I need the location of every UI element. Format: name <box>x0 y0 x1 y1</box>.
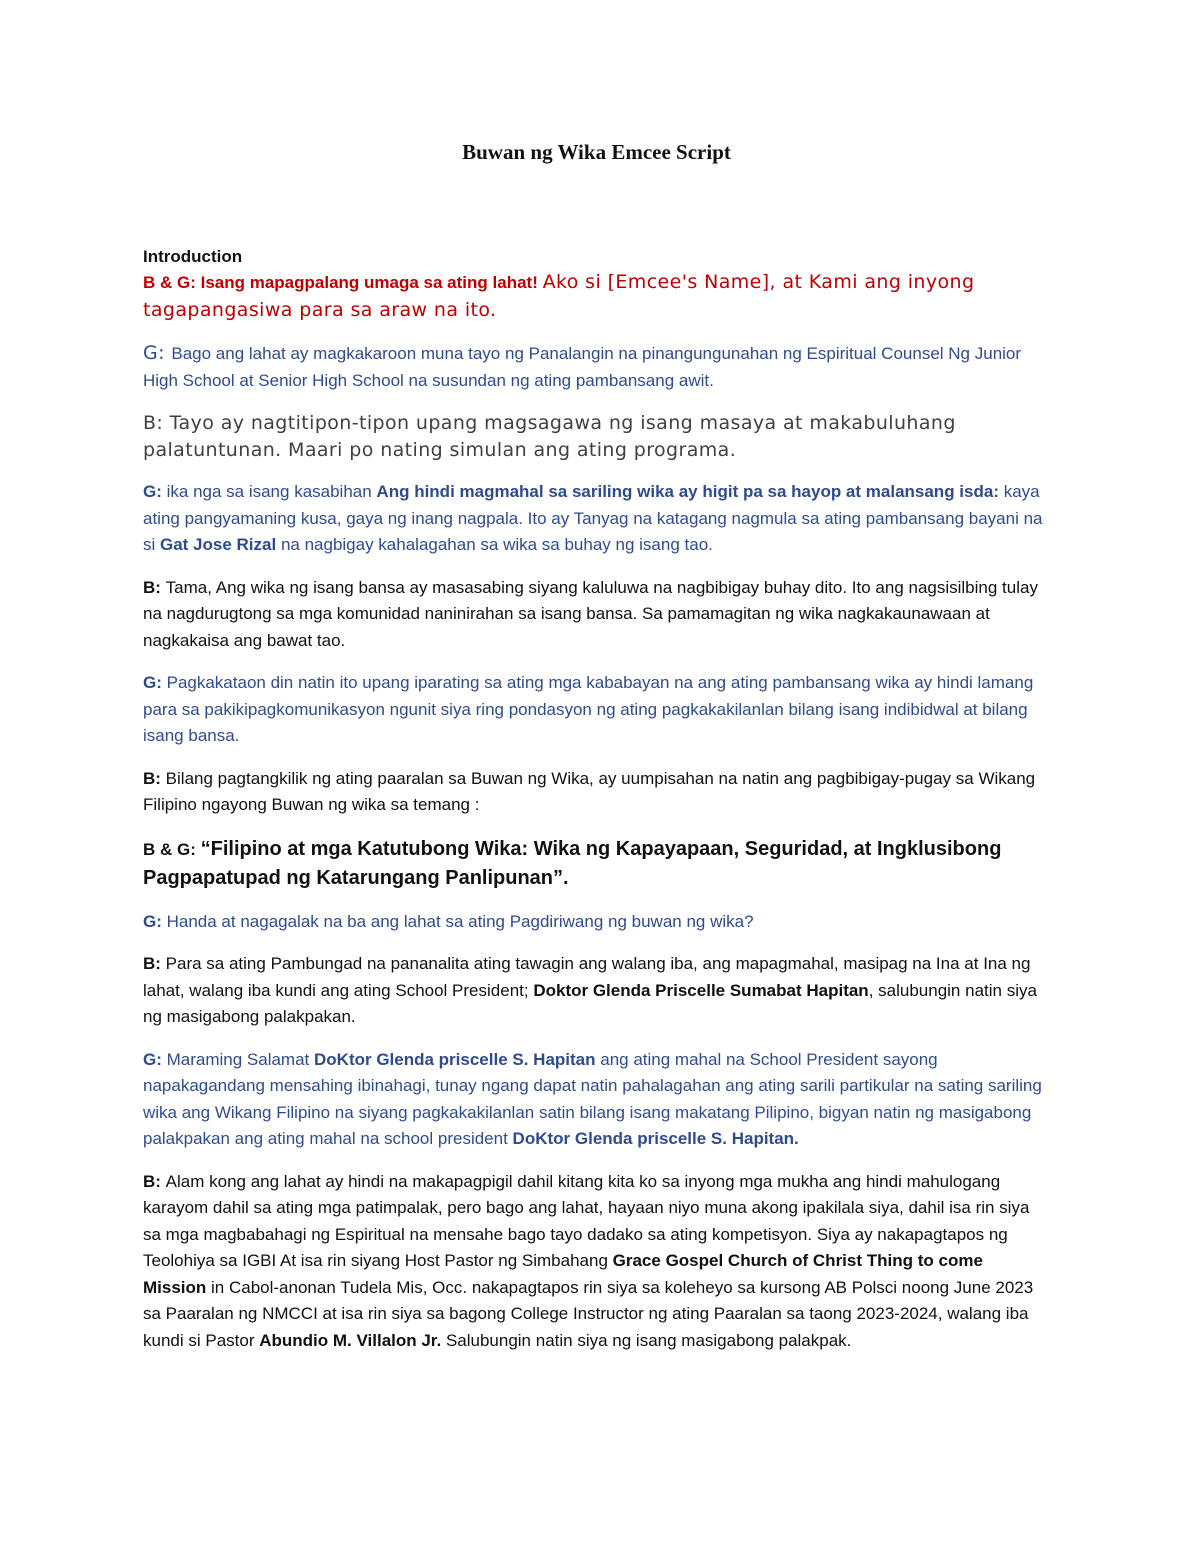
paragraph-text: , salubungin natin siya ng masigabong palakpakan. <box>143 980 1037 1026</box>
speaker-label: B & G: <box>143 839 201 859</box>
paragraph-text: kaya ating pangyamaning kusa, gaya ng inang nagpala. Ito ay Tanyag na katagang nagmula sa ating pambansang bayani na si <box>143 482 1043 554</box>
speaker-label: G: <box>143 342 172 364</box>
speaker-label: B: <box>143 768 166 788</box>
paragraph-text: ang ating mahal na School President sayong napakagandang mensahing ibinahagi, tunay ngang dapat natin pahalagahan ang ating sarili partikular na sating sariling wika ang Wikang Filipino na siyang pagkakakilanlan satin bilang isang makatang Pilipino, bigyan natin ng masigabong palakpakan ang ating mahal na school president <box>143 1049 1042 1148</box>
paragraph-text: Maraming Salamat <box>166 1049 314 1069</box>
paragraph-text: Tama, Ang wika ng isang bansa ay masasabing siyang kaluluwa na nagbibigay buhay dito. Ito ang nagsisilbing tulay na nagdurugtong sa mga komunidad naninirahan sa isang bansa. Sa pamamagitan ng wika nagkakaunawaan at nagkakaisa ang bawat tao. <box>143 577 1038 650</box>
paragraph-text: Salubungin natin siya ng isang masigabong palakpak. <box>441 1330 852 1350</box>
speaker-label: G: <box>143 911 167 931</box>
paragraph-text: in Cabol-anonan Tudela Mis, Occ. nakapagtapos rin siya sa koleheyo sa kursong AB Polsci noong June 2023 sa Paaralan ng NMCCI at isa rin siya sa bagong College Instructor ng ating Paaralan sa taong 2023-2024, walang iba kundi si Pastor <box>143 1277 1034 1350</box>
theme-text: “Filipino at mga Katutubong Wika: Wika ng Kapayapaan, Seguridad, at Ingklusibong Pagpapatupad ng Katarungang Panlipunan”. <box>143 837 1002 889</box>
paragraph-prayer <box>143 340 1050 394</box>
paragraph-text: Handa at nagagalak na ba ang lahat sa ating Pagdiriwang ng buwan ng wika? <box>166 911 754 931</box>
rizal-quote: Ang hindi magmahal sa sariling wika ay higit pa sa hayop at malansang isda: <box>376 482 999 501</box>
speaker-label: B: <box>143 954 166 973</box>
pastor-name: Abundio M. Villalon Jr. <box>259 1330 442 1350</box>
paragraph-readiness <box>143 909 1050 936</box>
speaker-label: B: <box>143 1171 166 1191</box>
paragraph-theme <box>143 835 1050 893</box>
paragraph-text: Bilang pagtangkilik ng ating paaralan sa Buwan ng Wika, ay uumpisahan na natin ang pagbibigay-pugay sa Wikang Filipino ngayong Buwan ng wika sa temang : <box>143 768 1036 814</box>
opening-intro: Ako si [Emcee's Name], at Kami ang inyong tagapangasiwa para sa araw na ito. <box>143 271 975 321</box>
speaker-label: G: <box>143 482 167 501</box>
document-title: Buwan ng Wika Emcee Script <box>462 140 731 164</box>
speaker-label: G: <box>143 673 167 692</box>
president-name: DoKtor Glenda priscelle S. Hapitan <box>314 1049 596 1069</box>
paragraph-opening <box>143 269 1050 324</box>
paragraph-text: Para sa ating Pambungad na pananalita ating tawagin ang walang iba, ang mapagmahal, masipag na Ina at Ina ng lahat, walang iba kundi ang ating School President; <box>143 954 1031 1000</box>
paragraph-language-soul <box>143 575 1050 655</box>
paragraph-thanks <box>143 1047 1050 1153</box>
paragraph-text: Pagkakataon din natin ito upang iparating sa ating mga kababayan na ang ating pambansang wika ay hindi lamang para sa pakikipagkomunikasyon ngunit siya ring pondasyon ng ating pagkakakilanlan bilang isang indibidwal at bilang isang bansa. <box>143 673 1034 745</box>
president-name: DoKtor Glenda priscelle S. Hapitan. <box>512 1129 799 1148</box>
paragraph-opportunity <box>143 670 1050 750</box>
paragraph-text: ika nga sa isang kasabihan <box>166 482 377 501</box>
speaker-label: B: <box>143 577 166 597</box>
paragraph-opening-remarks <box>143 951 1050 1031</box>
paragraph-theme-intro <box>143 766 1050 819</box>
president-name: Doktor Glenda Priscelle Sumabat Hapitan <box>533 980 869 1000</box>
paragraph-gathering: B: Tayo ay nagtitipon-tipon upang magsagawa ng isang masaya at makabuluhang palatuntunan. Maari po nating simulan ang ating programa. <box>143 412 956 461</box>
paragraph-text: Bago ang lahat ay magkakaroon muna tayo ng Panalangin na pinangungunahan ng Espiritual Counsel Ng Junior High School at Senior High School na susundan ng ating pambansang awit. <box>143 344 1022 390</box>
speaker-label: G: <box>143 1049 167 1069</box>
paragraph-text: na nagbigay kahalagahan sa wika sa buhay ng isang tao. <box>276 535 713 554</box>
church-name: Grace Gospel Church of Christ Thing to come Mission <box>143 1251 983 1297</box>
section-heading: Introduction <box>143 247 243 266</box>
paragraph-speaker-intro <box>143 1169 1050 1355</box>
paragraph-text: Alam kong ang lahat ay hindi na makapagpigil dahil kitang kita ko sa inyong mga mukha ang hindi mahulogang karayom dahil sa ating mga patimpalak, pero bago ang lahat, hayaan niyo muna akong ipakilala siya, dahil isa rin siya sa mga magbabahagi ng Espiritual na mensahe bago tayo dadako sa ating kompetisyon. Siya ay nakapagtapos ng Teolohiya sa IGBI At isa rin siyang Host Pastor ng Simbahang <box>143 1171 1030 1270</box>
opening-greeting: B & G: Isang mapagpalang umaga sa ating lahat! <box>143 273 543 292</box>
hero-name: Gat Jose Rizal <box>160 535 277 554</box>
paragraph-quote <box>143 479 1050 559</box>
